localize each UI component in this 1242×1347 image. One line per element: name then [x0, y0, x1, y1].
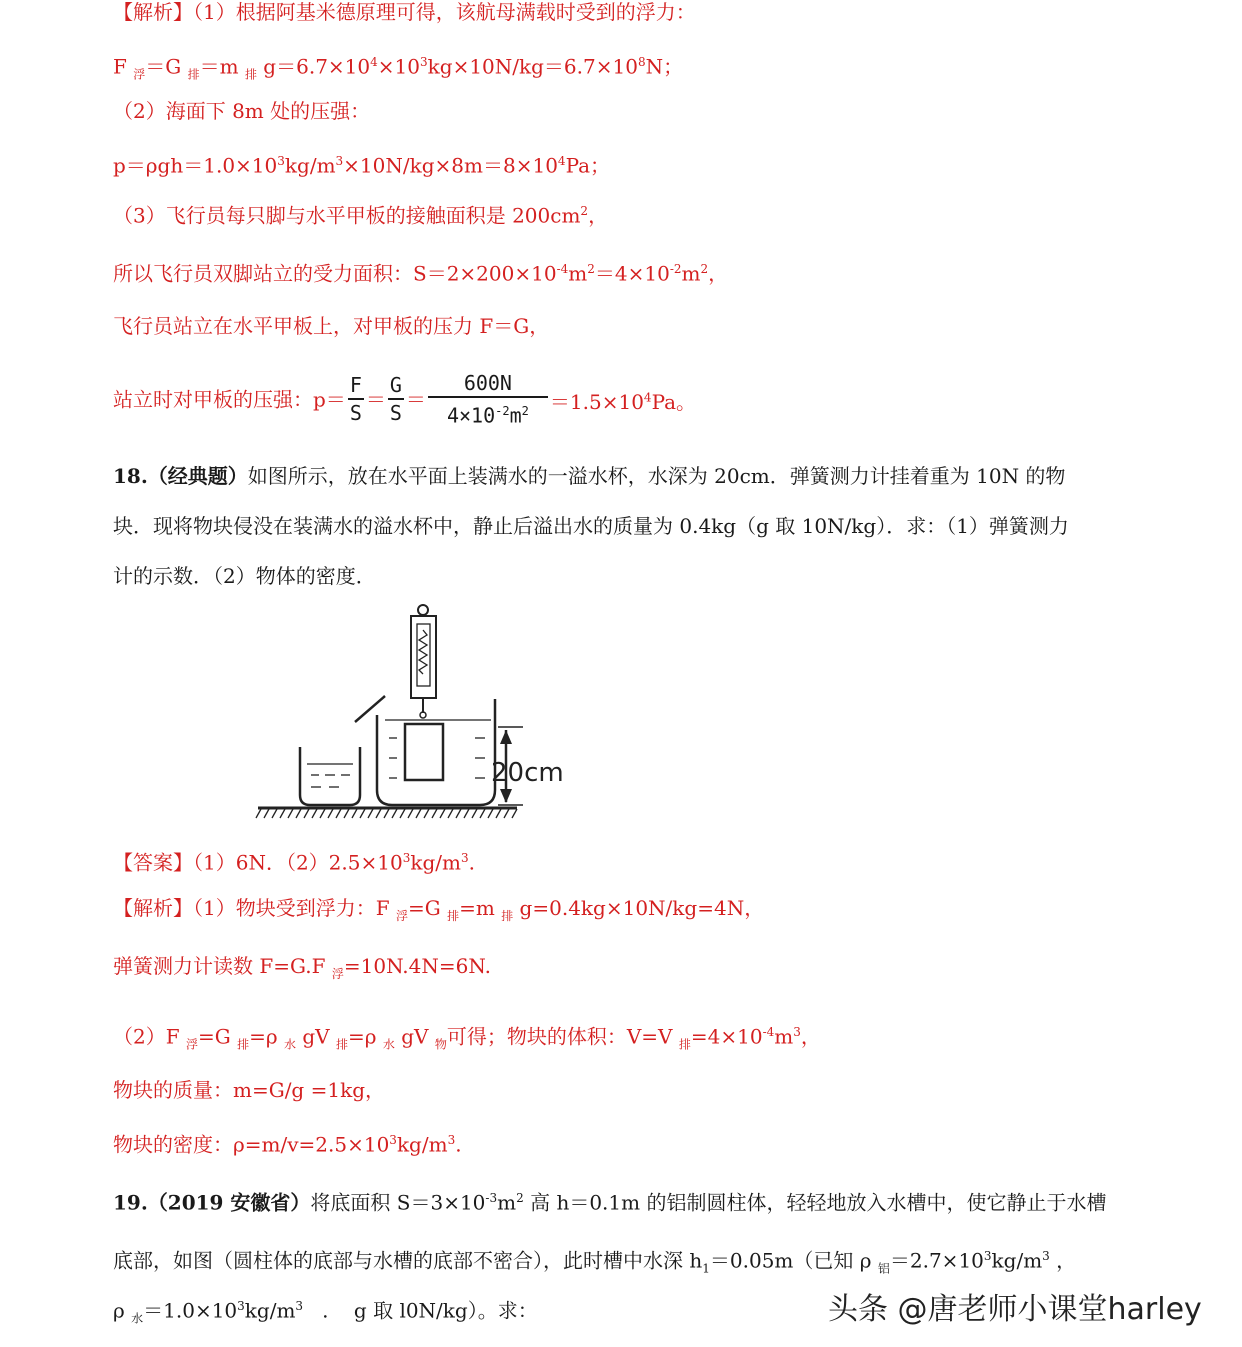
pressure-formula: $p=\rho gh=1.0\times 10^3kg/m^3\times 10N/kg\times 8m=8\times 10^4Pa$；	[113, 153, 611, 178]
analysis-line-1: 【解析】（1）根据阿基米德原理可得，该航母满载时受到的浮力：	[113, 0, 696, 24]
area-formula: 所以飞行员双脚站立的受力面积：$S=2\times 200\times 10^{-4}m^2=4\times 10^{-2}m^2$，	[113, 261, 729, 286]
question-18-line-3: 计的示数．（2）物体的密度．	[113, 564, 376, 588]
solution-line-2: 弹簧测力计读数 F=G.F $_浮$=10N.4N=6N.	[113, 954, 491, 981]
ground-hatching	[256, 809, 517, 818]
answer-tag: 【答案】	[113, 850, 193, 875]
overflow-cup-diagram	[255, 600, 575, 830]
solution-line-1: 【解析】（1）物块受到浮力：F $_浮$=G $_排$=m $_排$ g=0.4kg×10N/kg=4N，	[113, 896, 765, 923]
scale-hook-ring	[418, 605, 428, 615]
standing-pressure-formula: 站立时对甲板的压强：p＝ $\frac{F}{S}$ ＝ $\frac{G}{S}$ ＝ $\frac{600N}{4\times 10^{-2}m^2}$ $=1.5\times 10^4Pa$。	[113, 371, 697, 428]
immersed-block	[405, 724, 443, 780]
question-number: 18.（经典题）	[113, 464, 248, 488]
question-18-line-1: 18.（经典题）如图所示，放在水平面上装满水的一溢水杯，水深为 20cm．弹簧测力计挂着重为 10N 的物	[113, 464, 1066, 488]
overflow-spout	[355, 696, 385, 722]
question-18-line-2: 块．现将物块侵没在装满水的溢水杯中，静止后溢出水的质量为 0.4kg（g 取 10N/kg）．求：（1）弹簧测力	[113, 514, 1069, 538]
analysis-step-3: （3）飞行员每只脚与水平甲板的接触面积是 $200cm^2$，	[113, 203, 609, 228]
force-statement: 飞行员站立在水平甲板上，对甲板的压力 F＝G，	[113, 314, 550, 338]
fraction-f-over-s: $\frac{F}{S}$	[349, 373, 362, 426]
question-19-line-2: 底部，如图（圆柱体的底部与水槽的底部不密合），此时槽中水深 $h_1=0.05m$（已知 ρ $_铝=2.7\times 10^3kg/m^3$ ，	[113, 1248, 1077, 1276]
buoyancy-formula: F $_浮$＝G $_排$＝m $_排$ $g=6.7\times 10^4\times 10^3kg\times 10N/kg=6.7\times 10^8N$；	[113, 54, 684, 82]
question-number: 19.（2019 安徽省）	[113, 1190, 311, 1215]
solution-line-5: 物块的密度：$\rho=m/v=2.5\times 10^3kg/m^3$.	[113, 1132, 462, 1157]
solution-line-3: （2）F $_浮$=G $_排$=ρ $_水$ gV $_排$=ρ $_水$ gV $_物$可得；物块的体积：V=V $_排=4\times 10^{-4}m^3$，	[113, 1024, 821, 1052]
small-beaker	[300, 747, 360, 805]
watermark: 头条 @唐老师小课堂harley	[828, 1292, 1202, 1327]
question-19-line-1: 19.（2019 安徽省）将底面积 $S=3\times 10^{-3}m^2$ 高 h＝0.1m 的铝制圆柱体，轻轻地放入水槽中，使它静止于水槽	[113, 1190, 1107, 1215]
fraction-600n: $\frac{600N}{4\times 10^{-2}m^2}$	[428, 370, 548, 429]
depth-label: 20cm	[491, 758, 564, 788]
question-19-line-3: ρ $_水=1.0\times 10^3kg/m^3$ . g 取 l0N/kg）。求：	[113, 1298, 538, 1326]
answer-line: 【答案】（1）6N．$(2)2.5\times 10^3kg/m^3$.	[113, 850, 475, 875]
small-beaker-water	[307, 764, 353, 787]
fraction-g-over-s: $\frac{G}{S}$	[389, 373, 402, 426]
analysis-step-2: （2）海面下 8m 处的压强：	[113, 99, 371, 123]
analysis-tag: 【解析】	[113, 0, 193, 24]
analysis-tag: 【解析】	[113, 896, 193, 920]
solution-line-4: 物块的质量：m=G/g =1kg，	[113, 1078, 386, 1102]
